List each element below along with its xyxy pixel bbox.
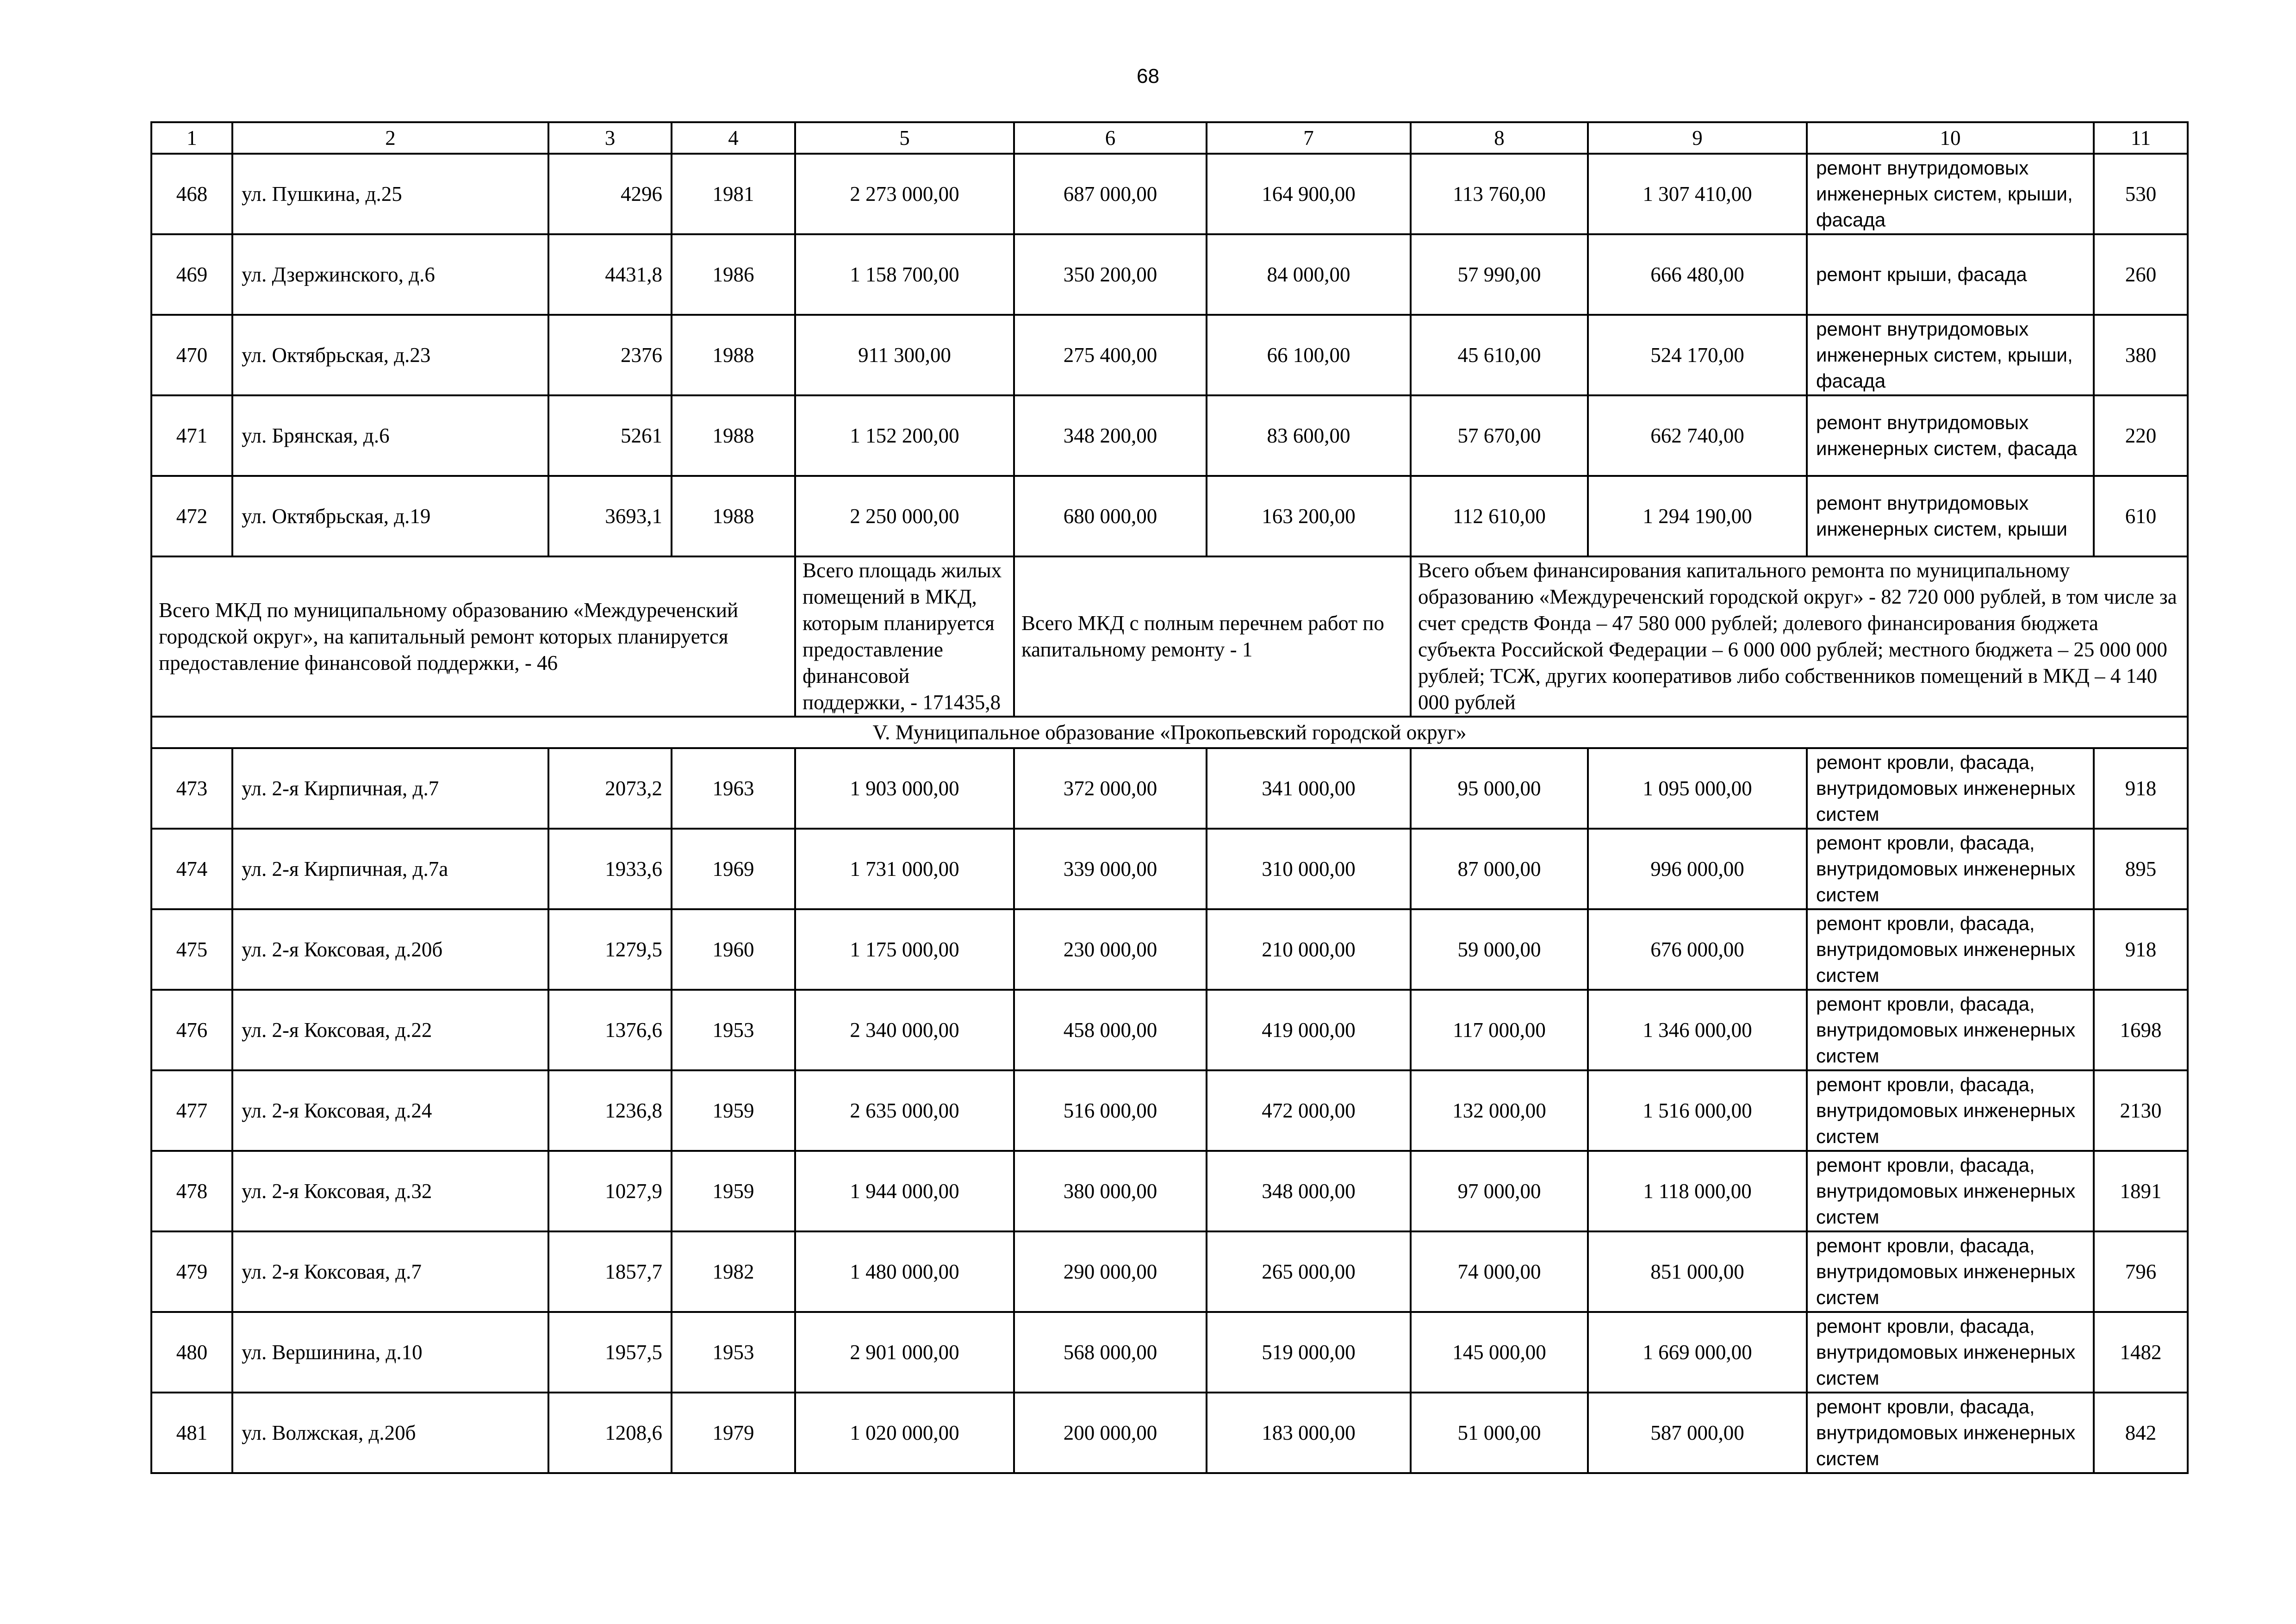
col-9-value: 1 669 000,00 [1588, 1312, 1807, 1393]
col-11-value: 1482 [2094, 1312, 2188, 1393]
municipality-summary-row [151, 556, 2188, 717]
area: 1857,7 [548, 1231, 672, 1312]
address: ул. 2-я Коксовая, д.7 [232, 1231, 548, 1312]
col-9-value: 666 480,00 [1588, 234, 1807, 315]
area: 4296 [548, 154, 672, 234]
col-11-value: 220 [2094, 395, 2188, 476]
table-row [151, 1231, 2188, 1312]
row-number: 480 [151, 1312, 232, 1393]
area: 2376 [548, 315, 672, 395]
table-row [151, 748, 2188, 829]
total-cost: 2 901 000,00 [795, 1312, 1014, 1393]
col-7-value: 164 900,00 [1207, 154, 1411, 234]
table-row [151, 315, 2188, 395]
column-number-header [151, 122, 2188, 154]
col-9-value: 1 118 000,00 [1588, 1151, 1807, 1231]
area: 3693,1 [548, 476, 672, 556]
col-9-value: 587 000,00 [1588, 1393, 1807, 1473]
address: ул. Волжская, д.20б [232, 1393, 548, 1473]
col-6-value: 458 000,00 [1014, 990, 1207, 1070]
col-11-value: 1698 [2094, 990, 2188, 1070]
year: 1988 [672, 476, 795, 556]
area: 4431,8 [548, 234, 672, 315]
total-cost: 911 300,00 [795, 315, 1014, 395]
row-number: 472 [151, 476, 232, 556]
table-row [151, 395, 2188, 476]
col-6-value: 380 000,00 [1014, 1151, 1207, 1231]
table-row [151, 909, 2188, 990]
row-number: 471 [151, 395, 232, 476]
col-6-value: 290 000,00 [1014, 1231, 1207, 1312]
address: ул. 2-я Коксовая, д.24 [232, 1070, 548, 1151]
col-8-value: 87 000,00 [1411, 829, 1588, 909]
col-9-value: 662 740,00 [1588, 395, 1807, 476]
address: ул. Октябрьская, д.23 [232, 315, 548, 395]
col-6-value: 516 000,00 [1014, 1070, 1207, 1151]
total-cost: 1 903 000,00 [795, 748, 1014, 829]
col-6-value: 230 000,00 [1014, 909, 1207, 990]
works-description: ремонт кровли, фасада, внутридомовых инженерных систем [1807, 1231, 2094, 1312]
address: ул. 2-я Кирпичная, д.7а [232, 829, 548, 909]
capital-repair-table [150, 121, 2189, 1474]
table-row [151, 154, 2188, 234]
year: 1960 [672, 909, 795, 990]
row-number: 473 [151, 748, 232, 829]
address: ул. 2-я Коксовая, д.22 [232, 990, 548, 1070]
works-description: ремонт кровли, фасада, внутридомовых инженерных систем [1807, 748, 2094, 829]
col-8-value: 97 000,00 [1411, 1151, 1588, 1231]
header-cell: 7 [1207, 122, 1411, 154]
col-8-value: 51 000,00 [1411, 1393, 1588, 1473]
header-cell: 8 [1411, 122, 1588, 154]
col-7-value: 84 000,00 [1207, 234, 1411, 315]
summary-mkd-count: Всего МКД по муниципальному образованию «Междуреченский городской округ», на капитальный ремонт которых планируется предоставление финансовой поддержки, - 46 [151, 556, 795, 717]
total-cost: 1 175 000,00 [795, 909, 1014, 990]
col-6-value: 200 000,00 [1014, 1393, 1207, 1473]
row-number: 478 [151, 1151, 232, 1231]
total-cost: 2 635 000,00 [795, 1070, 1014, 1151]
col-8-value: 117 000,00 [1411, 990, 1588, 1070]
section-title-row [151, 717, 2188, 748]
year: 1969 [672, 829, 795, 909]
col-9-value: 1 307 410,00 [1588, 154, 1807, 234]
col-6-value: 687 000,00 [1014, 154, 1207, 234]
address: ул. Пушкина, д.25 [232, 154, 548, 234]
table-row [151, 476, 2188, 556]
year: 1959 [672, 1070, 795, 1151]
col-8-value: 132 000,00 [1411, 1070, 1588, 1151]
summary-financing: Всего объем финансирования капитального ремонта по муниципальному образованию «Междуреченский городской округ» - 82 720 000 рублей, в том числе за счет средств Фонда – 47 580 000 рублей; долевого финансирования бюджета субъекта Российской Федерации – 6 000 000 рублей; местного бюджета – 25 000 000 рублей; ТСЖ, других кооперативов либо собственников помещений в МКД – 4 140 000 рублей [1411, 556, 2188, 717]
header-cell: 4 [672, 122, 795, 154]
col-6-value: 275 400,00 [1014, 315, 1207, 395]
area: 1279,5 [548, 909, 672, 990]
col-9-value: 1 294 190,00 [1588, 476, 1807, 556]
total-cost: 1 020 000,00 [795, 1393, 1014, 1473]
header-cell: 5 [795, 122, 1014, 154]
year: 1959 [672, 1151, 795, 1231]
header-cell: 3 [548, 122, 672, 154]
col-9-value: 851 000,00 [1588, 1231, 1807, 1312]
works-description: ремонт кровли, фасада, внутридомовых инженерных систем [1807, 990, 2094, 1070]
col-11-value: 796 [2094, 1231, 2188, 1312]
col-9-value: 524 170,00 [1588, 315, 1807, 395]
col-9-value: 996 000,00 [1588, 829, 1807, 909]
col-6-value: 568 000,00 [1014, 1312, 1207, 1393]
col-7-value: 83 600,00 [1207, 395, 1411, 476]
col-11-value: 610 [2094, 476, 2188, 556]
address: ул. 2-я Коксовая, д.32 [232, 1151, 548, 1231]
col-11-value: 918 [2094, 909, 2188, 990]
total-cost: 1 158 700,00 [795, 234, 1014, 315]
total-cost: 1 944 000,00 [795, 1151, 1014, 1231]
col-9-value: 1 516 000,00 [1588, 1070, 1807, 1151]
works-description: ремонт крыши, фасада [1807, 234, 2094, 315]
address: ул. Брянская, д.6 [232, 395, 548, 476]
col-11-value: 2130 [2094, 1070, 2188, 1151]
works-description: ремонт кровли, фасада, внутридомовых инженерных систем [1807, 1070, 2094, 1151]
col-6-value: 350 200,00 [1014, 234, 1207, 315]
total-cost: 2 340 000,00 [795, 990, 1014, 1070]
page-number: 68 [1137, 65, 1159, 87]
col-11-value: 530 [2094, 154, 2188, 234]
col-11-value: 380 [2094, 315, 2188, 395]
header-cell: 9 [1588, 122, 1807, 154]
total-cost: 2 250 000,00 [795, 476, 1014, 556]
header-cell: 10 [1807, 122, 2094, 154]
col-9-value: 1 095 000,00 [1588, 748, 1807, 829]
works-description: ремонт внутридомовых инженерных систем, крыши, фасада [1807, 315, 2094, 395]
area: 1208,6 [548, 1393, 672, 1473]
col-11-value: 1891 [2094, 1151, 2188, 1231]
year: 1953 [672, 1312, 795, 1393]
table-row [151, 1070, 2188, 1151]
summary-full-list: Всего МКД с полным перечнем работ по капитальному ремонту - 1 [1014, 556, 1411, 717]
header-cell: 2 [232, 122, 548, 154]
works-description: ремонт внутридомовых инженерных систем, крыши, фасада [1807, 154, 2094, 234]
row-number: 477 [151, 1070, 232, 1151]
col-8-value: 74 000,00 [1411, 1231, 1588, 1312]
works-description: ремонт внутридомовых инженерных систем, фасада [1807, 395, 2094, 476]
works-description: ремонт кровли, фасада, внутридомовых инженерных систем [1807, 1393, 2094, 1473]
col-9-value: 676 000,00 [1588, 909, 1807, 990]
area: 1957,5 [548, 1312, 672, 1393]
area: 1933,6 [548, 829, 672, 909]
address: ул. Дзержинского, д.6 [232, 234, 548, 315]
area: 1376,6 [548, 990, 672, 1070]
col-11-value: 918 [2094, 748, 2188, 829]
row-number: 475 [151, 909, 232, 990]
year: 1963 [672, 748, 795, 829]
section-title: V. Муниципальное образование «Прокопьевский городской округ» [151, 717, 2188, 748]
address: ул. Октябрьская, д.19 [232, 476, 548, 556]
year: 1979 [672, 1393, 795, 1473]
header-cell: 6 [1014, 122, 1207, 154]
col-8-value: 113 760,00 [1411, 154, 1588, 234]
table-row [151, 1312, 2188, 1393]
total-cost: 1 152 200,00 [795, 395, 1014, 476]
col-6-value: 372 000,00 [1014, 748, 1207, 829]
address: ул. 2-я Кирпичная, д.7 [232, 748, 548, 829]
row-number: 481 [151, 1393, 232, 1473]
row-number: 470 [151, 315, 232, 395]
year: 1982 [672, 1231, 795, 1312]
year: 1981 [672, 154, 795, 234]
table-row [151, 1151, 2188, 1231]
table-row [151, 829, 2188, 909]
works-description: ремонт кровли, фасада, внутридомовых инженерных систем [1807, 1312, 2094, 1393]
col-7-value: 265 000,00 [1207, 1231, 1411, 1312]
header-cell: 1 [151, 122, 232, 154]
col-8-value: 145 000,00 [1411, 1312, 1588, 1393]
col-7-value: 519 000,00 [1207, 1312, 1411, 1393]
works-description: ремонт кровли, фасада, внутридомовых инженерных систем [1807, 829, 2094, 909]
col-7-value: 310 000,00 [1207, 829, 1411, 909]
col-8-value: 112 610,00 [1411, 476, 1588, 556]
col-8-value: 95 000,00 [1411, 748, 1588, 829]
col-11-value: 842 [2094, 1393, 2188, 1473]
col-6-value: 348 200,00 [1014, 395, 1207, 476]
total-cost: 1 480 000,00 [795, 1231, 1014, 1312]
col-7-value: 163 200,00 [1207, 476, 1411, 556]
col-11-value: 260 [2094, 234, 2188, 315]
row-number: 469 [151, 234, 232, 315]
row-number: 476 [151, 990, 232, 1070]
row-number: 468 [151, 154, 232, 234]
year: 1988 [672, 395, 795, 476]
year: 1986 [672, 234, 795, 315]
col-8-value: 45 610,00 [1411, 315, 1588, 395]
col-7-value: 66 100,00 [1207, 315, 1411, 395]
col-11-value: 895 [2094, 829, 2188, 909]
col-6-value: 680 000,00 [1014, 476, 1207, 556]
total-cost: 1 731 000,00 [795, 829, 1014, 909]
col-8-value: 57 670,00 [1411, 395, 1588, 476]
col-8-value: 57 990,00 [1411, 234, 1588, 315]
col-8-value: 59 000,00 [1411, 909, 1588, 990]
works-description: ремонт кровли, фасада, внутридомовых инженерных систем [1807, 1151, 2094, 1231]
address: ул. 2-я Коксовая, д.20б [232, 909, 548, 990]
col-7-value: 341 000,00 [1207, 748, 1411, 829]
row-number: 479 [151, 1231, 232, 1312]
total-cost: 2 273 000,00 [795, 154, 1014, 234]
summary-area-total: Всего площадь жилых помещений в МКД, которым планируется предоставление финансовой поддержки, - 171435,8 [795, 556, 1014, 717]
table-row [151, 1393, 2188, 1473]
works-description: ремонт кровли, фасада, внутридомовых инженерных систем [1807, 909, 2094, 990]
table-row [151, 990, 2188, 1070]
works-description: ремонт внутридомовых инженерных систем, крыши [1807, 476, 2094, 556]
col-9-value: 1 346 000,00 [1588, 990, 1807, 1070]
header-cell: 11 [2094, 122, 2188, 154]
address: ул. Вершинина, д.10 [232, 1312, 548, 1393]
year: 1988 [672, 315, 795, 395]
col-7-value: 348 000,00 [1207, 1151, 1411, 1231]
table-row [151, 234, 2188, 315]
area: 1236,8 [548, 1070, 672, 1151]
col-7-value: 210 000,00 [1207, 909, 1411, 990]
year: 1953 [672, 990, 795, 1070]
col-7-value: 183 000,00 [1207, 1393, 1411, 1473]
col-7-value: 472 000,00 [1207, 1070, 1411, 1151]
row-number: 474 [151, 829, 232, 909]
area: 5261 [548, 395, 672, 476]
area: 2073,2 [548, 748, 672, 829]
col-6-value: 339 000,00 [1014, 829, 1207, 909]
area: 1027,9 [548, 1151, 672, 1231]
col-7-value: 419 000,00 [1207, 990, 1411, 1070]
